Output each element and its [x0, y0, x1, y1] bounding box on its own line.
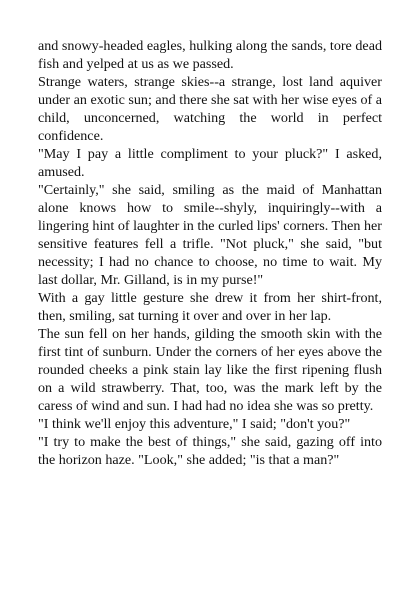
paragraph-gay-gesture: With a gay little gesture she drew it from her shirt-front, then, smiling, sat turning it over and over in her lap.	[38, 290, 382, 324]
page-text-body	[38, 37, 382, 469]
paragraph-sun-on-hands: The sun fell on her hands, gilding the smooth skin with the first tint of sunburn. Under the corners of her eyes above the rounded cheeks a pink stain lay like the first ripening flush on a wild strawberry. That, too, was the mark left by the caress of wind and sun. I had had no idea she was so pretty.	[38, 326, 382, 414]
paragraph-compliment-question: "May I pay a little compliment to your pluck?" I asked, amused.	[38, 146, 382, 180]
paragraph-enjoy-adventure: "I think we'll enjoy this adventure," I said; "don't you?"	[38, 416, 351, 432]
paragraph-certainly: "Certainly," she said, smiling as the maid of Manhattan alone knows how to smile--shyly, inquiringly--with a lingering hint of laughter in the curled lips' corners. Then her sensitive features fell a trifle. "Not pluck," she said, "but necessity; I had no chance to choose, no time to wait. My last dollar, Mr. Gilland, is in my purse!"	[38, 182, 382, 288]
paragraph-is-that-a-man: "I try to make the best of things," she said, gazing off into the horizon haze. "Look," she added; "is that a man?"	[38, 434, 382, 468]
paragraph-eagles: and snowy-headed eagles, hulking along the sands, tore dead fish and yelped at us as we passed.	[38, 38, 382, 72]
paragraph-strange-waters: Strange waters, strange skies--a strange, lost land aquiver under an exotic sun; and there she sat with her wise eyes of a child, unconcerned, watching the world in perfect confidence.	[38, 74, 383, 144]
